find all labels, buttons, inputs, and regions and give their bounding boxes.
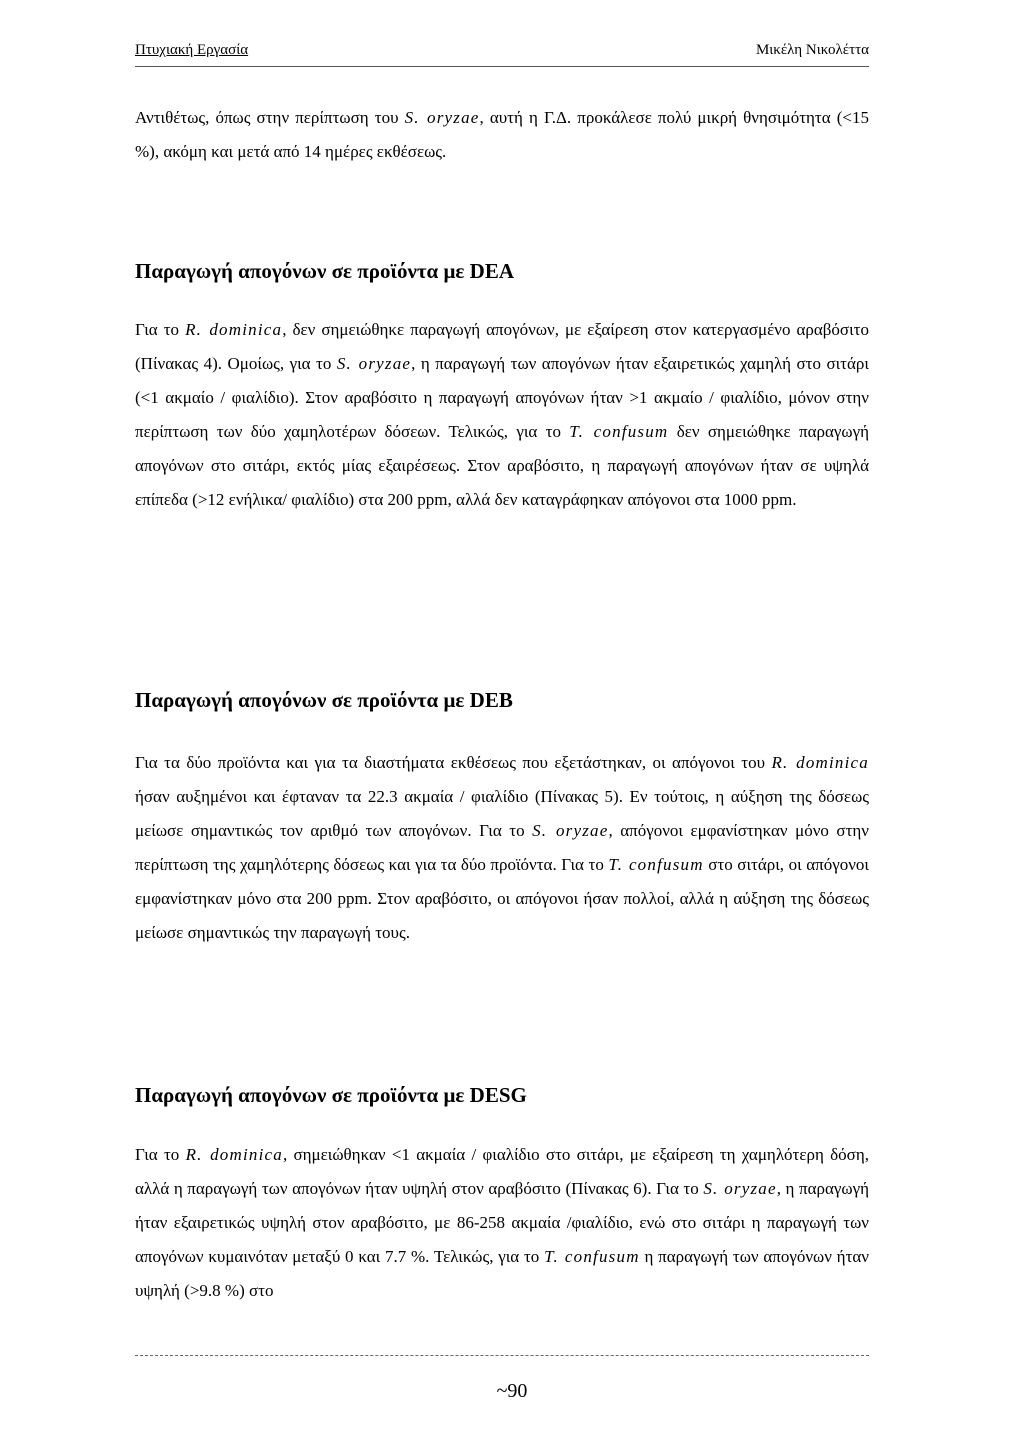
header-thesis-label: Πτυχιακή Εργασία bbox=[135, 42, 249, 58]
species-name: T. confusum bbox=[544, 1247, 640, 1266]
section-heading-dea: Παραγωγή απογόνων σε προϊόντα με DEA bbox=[135, 259, 514, 283]
species-name: T. confusum bbox=[608, 855, 704, 874]
section-paragraph-dea: Για το R. dominica, δεν σημειώθηκε παραγωγή απογόνων, με εξαίρεση στον κατεργασμένο αραβόσιτο (Πίνακας 4). Ομοίως, για το S. oryzae, η παραγωγή των απογόνων ήταν εξαιρετικώς χαμηλή στο σιτάρι (<1 ακμαίο / φιαλίδιο). Στον αραβόσιτο η παραγωγή απογόνων ήταν >1 ακμαίο / φιαλίδιο, μόνον στην περίπτωση των δύο χαμηλοτέρων δόσεων. Τελικώς, για το T. confusum δεν σημειώθηκε παραγωγή απογόνων στο σιτάρι, εκτός μίας εξαιρέσεως. Στον αραβόσιτο, η παραγωγή απογόνων ήταν σε υψηλά επίπεδα (>12 ενήλικα/ φιαλίδιο) στα 200 ppm, αλλά δεν καταγράφηκαν απόγονοι στα 1000 ppm. bbox=[135, 320, 870, 509]
species-name: S. oryzae bbox=[532, 821, 609, 840]
page-header bbox=[135, 38, 869, 67]
species-name: S. oryzae bbox=[404, 108, 480, 127]
section-paragraph-deb: Για τα δύο προϊόντα και για τα διαστήματα εκθέσεως που εξετάστηκαν, οι απόγονοι του R. dominica ήσαν αυξημένοι και έφταναν τα 22.3 ακμαία / φιαλίδιο (Πίνακας 5). Εν τούτοις, η αύξηση της δόσεως μείωσε σημαντικώς τον αριθμό των απογόνων. Για το S. oryzae, απόγονοι εμφανίστηκαν μόνο στην περίπτωση της χαμηλότερης δόσεως και για τα δύο προϊόντα. Για το T. confusum στο σιτάρι, οι απόγονοι εμφανίστηκαν μόνο στα 200 ppm. Στον αραβόσιτο, οι απόγονοι ήσαν πολλοί, αλλά η αύξηση της δόσεως μείωσε σημαντικώς την παραγωγή τους. bbox=[135, 753, 869, 942]
species-name: T. confusum bbox=[569, 422, 669, 441]
section-heading-deb: Παραγωγή απογόνων σε προϊόντα με DEB bbox=[135, 688, 513, 712]
intro-paragraph: Αντιθέτως, όπως στην περίπτωση του S. oryzae, αυτή η Γ.Δ. προκάλεσε πολύ μικρή θνησιμότητα (<15 %), ακόμη και μετά από 14 ημέρες εκθέσεως. bbox=[135, 108, 870, 161]
footer-divider bbox=[135, 1355, 869, 1356]
species-name: R. dominica bbox=[771, 753, 869, 772]
page-number: ~90 bbox=[496, 1380, 528, 1402]
species-name: R. dominica bbox=[185, 320, 283, 339]
section-paragraph-desg: Για το R. dominica, σημειώθηκαν <1 ακμαία / φιαλίδιο στο σιτάρι, με εξαίρεση τη χαμηλότερη δόση, αλλά η παραγωγή των απογόνων ήταν υψηλή στον αραβόσιτο (Πίνακας 6). Για το S. oryzae, η παραγωγή ήταν εξαιρετικώς υψηλή στον αραβόσιτο, με 86-258 ακμαία /φιαλίδιο, ενώ στο σιτάρι η παραγωγή των απογόνων κυμαινόταν μεταξύ 0 και 7.7 %. Τελικώς, για το T. confusum η παραγωγή των απογόνων ήταν υψηλή (>9.8 %) στο bbox=[135, 1145, 869, 1300]
header-author-name: Μικέλη Νικολέττα bbox=[755, 42, 869, 58]
species-name: S. oryzae bbox=[703, 1179, 777, 1198]
species-name: S. oryzae bbox=[336, 354, 412, 373]
section-heading-desg: Παραγωγή απογόνων σε προϊόντα με DESG bbox=[135, 1083, 527, 1107]
species-name: R. dominica bbox=[185, 1145, 283, 1164]
